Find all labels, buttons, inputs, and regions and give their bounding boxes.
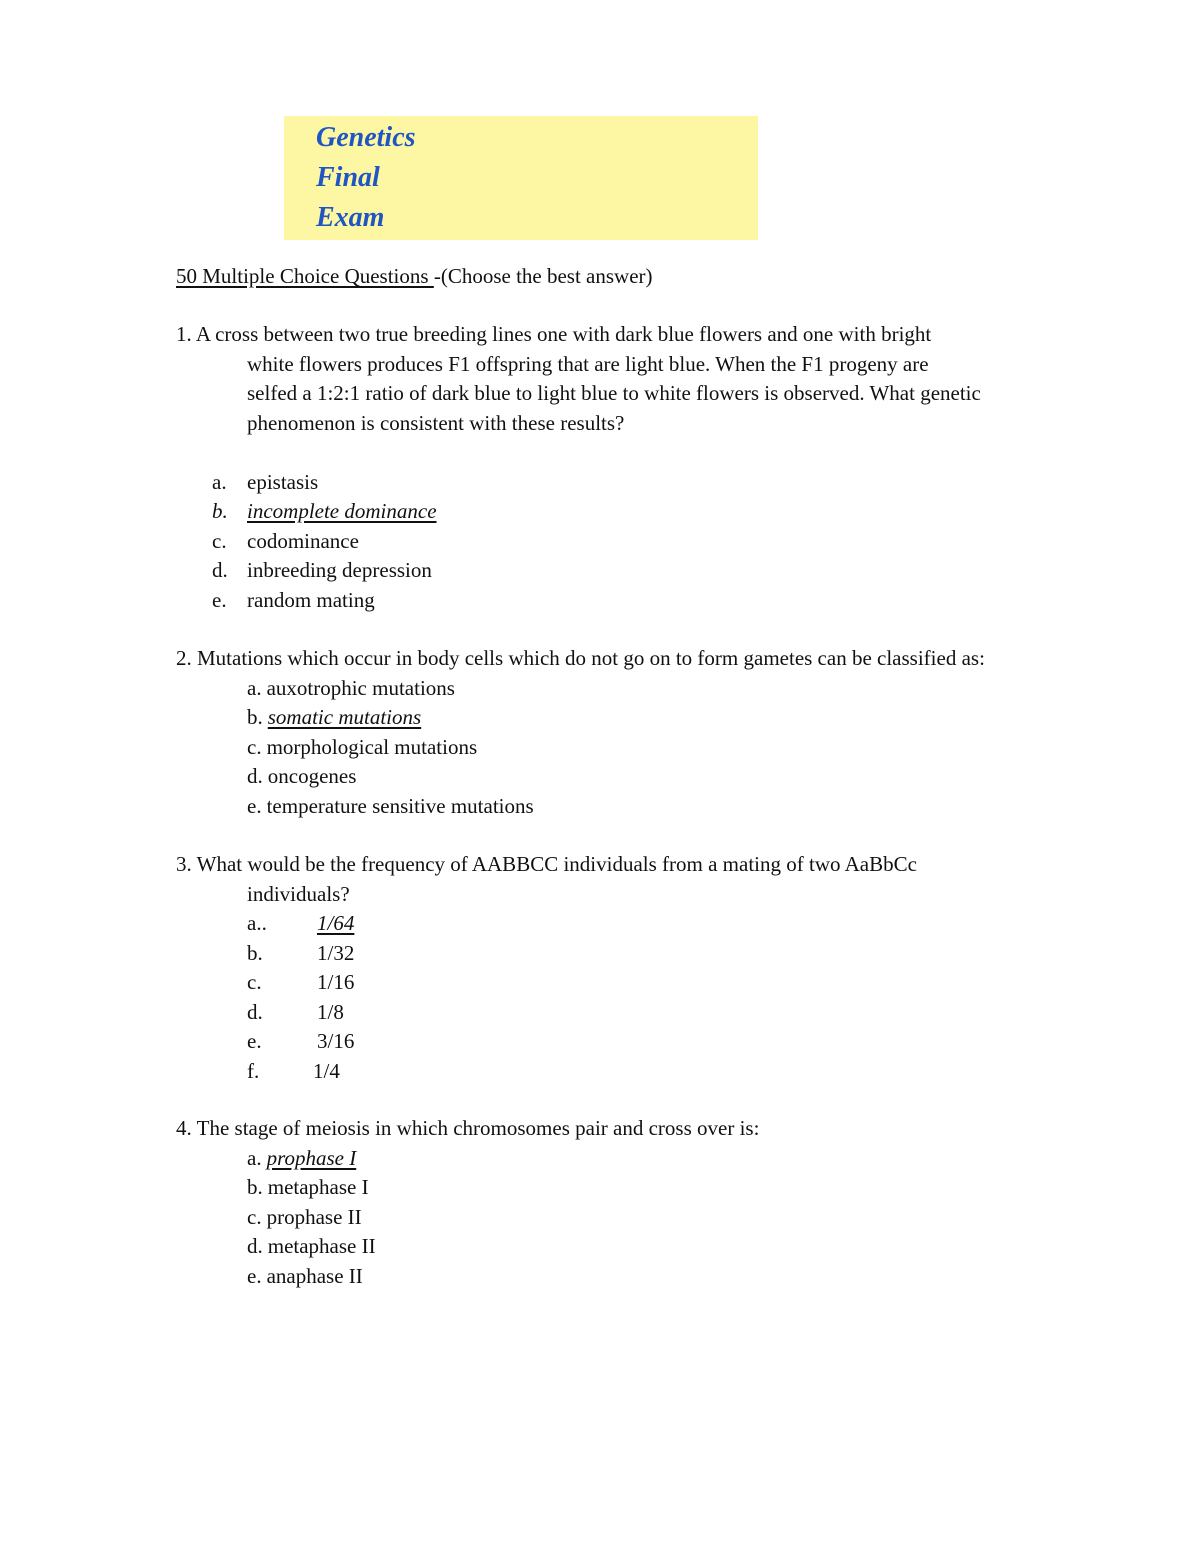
instructions-heading: 50 Multiple Choice Questions [176, 264, 434, 288]
question-stem-continued: individuals? [247, 881, 350, 906]
answer-option-correct [176, 497, 1056, 527]
exam-title-line: Exam [316, 202, 385, 233]
option-text: morphological mutations [266, 734, 478, 759]
option-text: 3/16 [317, 1029, 355, 1053]
exam-title-line: Final [316, 162, 380, 193]
instructions-note: -(Choose the best answer) [433, 264, 653, 288]
option-letter: e. [212, 587, 227, 612]
question-4 [176, 1114, 1056, 1291]
option-text: epistasis [247, 469, 319, 494]
answer-option [176, 586, 1056, 616]
question-stem-continued: phenomenon is consistent with these results? [247, 410, 625, 435]
option-text: 1/64 [317, 911, 355, 935]
option-text: incomplete dominance [247, 499, 437, 523]
answer-option [176, 674, 1056, 704]
answer-option-correct [176, 1144, 1056, 1174]
option-text: prophase II [266, 1204, 362, 1229]
option-letter: b. [212, 499, 228, 523]
option-letter: a. [247, 675, 262, 700]
question-2 [176, 644, 1056, 821]
question-1 [176, 320, 1056, 615]
answer-option [176, 968, 1056, 998]
option-letter: b. [247, 705, 263, 729]
option-letter: e. [247, 1029, 262, 1053]
option-text: temperature sensitive mutations [266, 793, 534, 818]
option-letter: c. [247, 1204, 262, 1229]
option-text: 1/8 [317, 999, 344, 1024]
answer-option-correct [176, 703, 1056, 733]
option-letter: c. [247, 734, 262, 759]
answer-options [176, 468, 1056, 616]
option-letter: e. [247, 1263, 262, 1288]
answer-option [176, 556, 1056, 586]
option-letter: b. [247, 940, 263, 965]
option-letter: e. [247, 793, 262, 818]
option-text: prophase I [266, 1145, 357, 1170]
answer-option [176, 1173, 1056, 1203]
option-letter: c. [212, 528, 227, 553]
option-text: oncogenes [267, 764, 357, 788]
option-letter: a. [212, 469, 227, 494]
question-stem: 2. Mutations which occur in body cells which do not go on to form gametes can be classified as: [176, 646, 985, 670]
answer-option [176, 1262, 1056, 1292]
answer-option [176, 527, 1056, 557]
answer-option [176, 1232, 1056, 1262]
option-letter: f. [247, 1058, 260, 1083]
option-text: 1/32 [317, 940, 355, 965]
instructions [176, 262, 653, 292]
answer-option [176, 762, 1056, 792]
option-text: metaphase I [267, 1175, 369, 1199]
option-text: somatic mutations [267, 705, 422, 729]
option-text: codominance [247, 528, 359, 553]
option-text: 1/4 [313, 1058, 340, 1083]
option-letter: a.. [247, 911, 267, 935]
answer-options [176, 674, 1056, 822]
option-letter: d. [247, 764, 263, 788]
answer-option [176, 1057, 1056, 1087]
option-letter: b. [247, 1175, 263, 1199]
option-text: 1/16 [317, 970, 355, 994]
question-stem: 1. A cross between two true breeding lines one with dark blue flowers and one with bright [176, 322, 932, 346]
option-letter: a. [247, 1145, 262, 1170]
option-letter: c. [247, 970, 262, 994]
question-3 [176, 850, 1056, 1086]
option-text: inbreeding depression [247, 558, 432, 582]
option-letter: d. [212, 558, 228, 582]
answer-options [176, 1144, 1056, 1292]
question-stem: 4. The stage of meiosis in which chromosomes pair and cross over is: [176, 1116, 760, 1140]
option-text: auxotrophic mutations [266, 675, 455, 700]
answer-option [176, 998, 1056, 1028]
exam-title-line: Genetics [316, 122, 416, 153]
answer-option [176, 1027, 1056, 1057]
answer-option [176, 792, 1056, 822]
answer-options [176, 909, 1056, 1086]
question-stem: 3. What would be the frequency of AABBCC individuals from a mating of two AaBbCc [176, 852, 917, 876]
answer-option-correct [176, 909, 1056, 939]
answer-option [176, 1203, 1056, 1233]
question-stem-continued: selfed a 1:2:1 ratio of dark blue to light blue to white flowers is observed. What genetic [247, 381, 981, 405]
option-text: anaphase II [266, 1263, 363, 1288]
answer-option [176, 468, 1056, 498]
option-text: random mating [247, 587, 375, 612]
answer-option [176, 733, 1056, 763]
question-stem-continued: white flowers produces F1 offspring that are light blue. When the F1 progeny are [247, 351, 929, 376]
option-text: metaphase II [267, 1234, 376, 1258]
answer-option [176, 939, 1056, 969]
option-letter: d. [247, 1234, 263, 1258]
option-letter: d. [247, 999, 263, 1024]
